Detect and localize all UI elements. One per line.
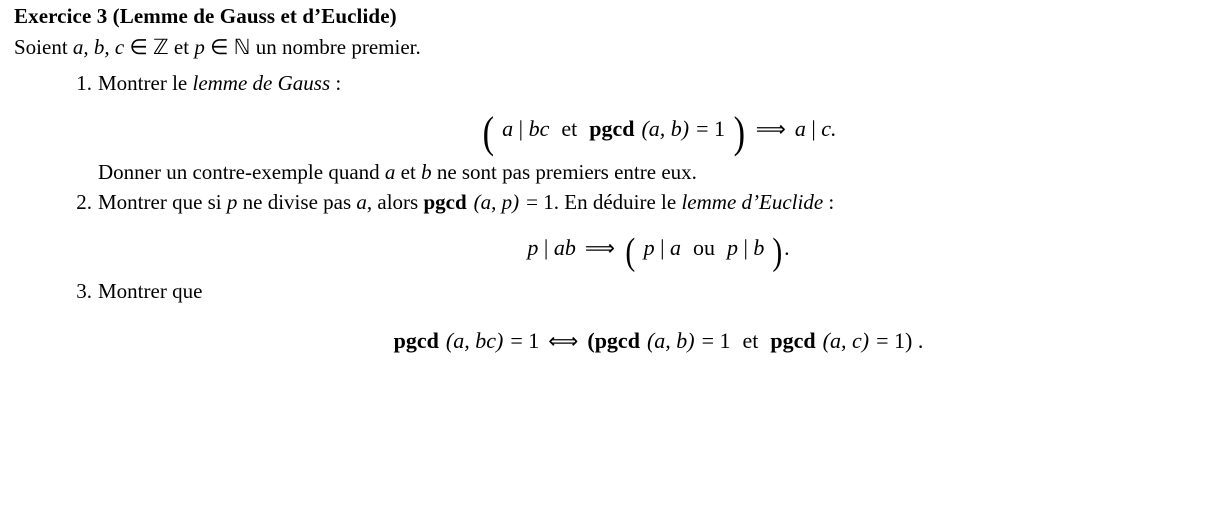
euclide-left-paren: ( bbox=[625, 230, 636, 273]
equation-euclide bbox=[98, 230, 1219, 273]
item-marker-1: 1. bbox=[76, 71, 92, 95]
item-marker-3: 3. bbox=[76, 279, 92, 304]
item-2-text-4: . En déduire le bbox=[553, 189, 682, 214]
eq3-pgcd-3: pgcd bbox=[770, 327, 816, 353]
euclide-b: b bbox=[753, 234, 765, 260]
note-var-b: b bbox=[421, 159, 432, 184]
eq3-et: et bbox=[742, 327, 759, 353]
gauss-c: c. bbox=[821, 115, 837, 141]
equation-gauss bbox=[98, 107, 1219, 157]
eq3-pgcd-2: pgcd bbox=[594, 327, 640, 353]
eq3-equals-2: = 1 bbox=[701, 327, 731, 353]
intro-text-1: Soient bbox=[14, 35, 73, 59]
item-3-text: Montrer que bbox=[98, 279, 203, 304]
euclide-ab: ab bbox=[553, 234, 576, 260]
gauss-et: et bbox=[561, 115, 578, 141]
euclide-a: a bbox=[670, 234, 681, 260]
item-1-text-before: Montrer le bbox=[98, 71, 193, 95]
exercise-intro bbox=[14, 35, 1219, 60]
gauss-pgcd: pgcd bbox=[589, 115, 635, 141]
euclide-divides-2: | bbox=[654, 234, 670, 260]
intro-text-2: ∈ ℤ et bbox=[124, 35, 195, 59]
gauss-implies-arrow: ⟹ bbox=[755, 116, 786, 141]
euclide-p1: p bbox=[527, 234, 539, 260]
gauss-divides-1: | bbox=[513, 115, 529, 141]
euclide-right-paren: ) bbox=[772, 230, 783, 273]
note-text-3: ne sont pas premiers entre eux. bbox=[431, 159, 697, 184]
intro-text-3: ∈ ℕ un nombre premier. bbox=[204, 35, 421, 59]
item-1-emphasis: lemme de Gauss bbox=[192, 71, 331, 95]
gauss-bc: bc bbox=[528, 115, 550, 141]
eq3-args-3: (a, c) bbox=[822, 327, 870, 353]
document-page bbox=[0, 4, 1219, 528]
eq3-open-paren: ( bbox=[587, 327, 595, 353]
item-2-text-2: ne divise pas bbox=[237, 189, 357, 214]
list-item bbox=[0, 189, 1219, 273]
item-2-text bbox=[98, 190, 834, 214]
item-2-var-a: a bbox=[356, 189, 367, 214]
item-marker-2: 2. bbox=[76, 189, 92, 214]
euclide-divides-3: | bbox=[738, 234, 754, 260]
eq3-args-1: (a, bc) bbox=[445, 327, 504, 353]
gauss-pgcd-args: (a, b) bbox=[641, 115, 690, 141]
item-1-counterexample-note bbox=[98, 160, 1219, 185]
euclide-divides-1: | bbox=[538, 234, 554, 260]
eq3-equals-3: = 1 bbox=[876, 327, 905, 353]
euclide-p3: p bbox=[727, 234, 738, 260]
note-text-1: Donner un contre-exemple quand bbox=[98, 159, 385, 184]
eq3-equals-1: = 1 bbox=[510, 327, 540, 353]
item-2-text-5: : bbox=[823, 189, 835, 214]
note-var-a: a bbox=[384, 159, 396, 184]
item-2-pgcd: pgcd bbox=[423, 189, 467, 214]
gauss-a2: a bbox=[794, 115, 806, 141]
list-item bbox=[0, 70, 1219, 157]
equation-pgcd-product bbox=[98, 326, 1219, 356]
gauss-divides-2: | bbox=[805, 115, 822, 141]
euclide-period: . bbox=[784, 234, 790, 260]
item-2-text-3: , alors bbox=[366, 189, 424, 214]
intro-variable-p: p bbox=[194, 35, 205, 59]
euclide-p2: p bbox=[643, 234, 655, 260]
item-1-text-after: : bbox=[330, 71, 342, 95]
item-2-emphasis: lemme d’Euclide bbox=[681, 189, 824, 214]
eq3-iff-arrow: ⟺ bbox=[548, 328, 579, 353]
list-item bbox=[0, 278, 1219, 355]
gauss-right-paren: ) bbox=[733, 107, 746, 157]
item-1-text bbox=[98, 71, 341, 95]
item-2-pgcd-args: (a, p) bbox=[473, 189, 520, 214]
exercise-title: Exercice 3 (Lemme de Gauss et d’Euclide) bbox=[14, 4, 397, 28]
euclide-implies-arrow: ⟹ bbox=[584, 235, 615, 260]
item-2-equals-one: = 1 bbox=[526, 189, 554, 214]
note-text-2: et bbox=[395, 159, 422, 184]
euclide-ou: ou bbox=[693, 234, 715, 260]
gauss-left-paren: ( bbox=[482, 107, 494, 157]
intro-variables: a, b, c bbox=[72, 35, 125, 59]
eq3-close-paren: ) . bbox=[905, 327, 924, 353]
gauss-equals-one: = 1 bbox=[696, 115, 726, 141]
exercise-item-list bbox=[0, 70, 1219, 356]
eq3-pgcd-1: pgcd bbox=[393, 327, 439, 353]
item-2-text-1: Montrer que si bbox=[98, 189, 227, 214]
gauss-a1: a bbox=[502, 115, 514, 141]
item-2-var-p: p bbox=[226, 189, 238, 214]
eq3-args-2: (a, b) bbox=[646, 327, 695, 353]
